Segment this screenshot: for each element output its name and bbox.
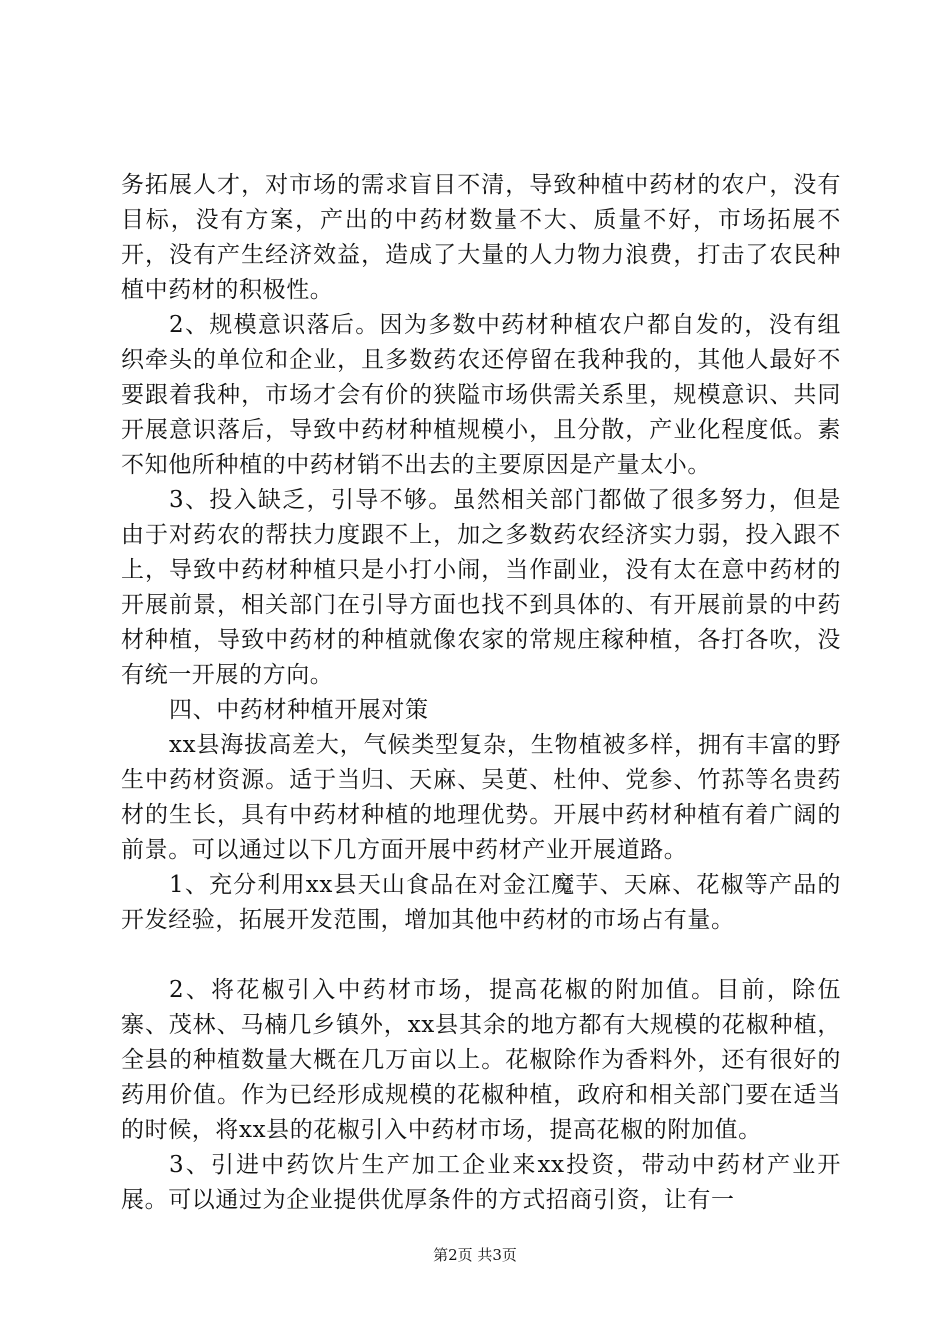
paragraph-scale-awareness: 2、规模意识落后。因为多数中药材种植农户都自发的，没有组织牵头的单位和企业，且多数药农还停留在我种我的，其他人最好不要跟着我种，市场才会有价的狭隘市场供需关系里，规模意识、共同开展意识落后，导致中药材种植规模小，且分散，产业化程度低。素不知他所种植的中药材销不出去的主要原因是产量太小。: [121, 312, 841, 478]
paragraph-point-3: 3、引进中药饮片生产加工企业来xx投资，带动中药材产业开展。可以通过为企业提供优厚条件的方式招商引资，让有一: [121, 1152, 841, 1213]
paragraph-investment-lacking: 3、投入缺乏，引导不够。虽然相关部门都做了很多努力，但是由于对药农的帮扶力度跟不上，加之多数药农经济实力弱，投入跟不上，导致中药材种植只是小打小闹，当作副业，没有太在意中药材的开展前景，相关部门在引导方面也找不到具体的、有开展前景的中药材种植，导致中药材的种植就像农家的常规庄稼种植，各打各吹，没有统一开展的方向。: [121, 487, 841, 688]
paragraph-point-1: 1、充分利用xx县天山食品在对金江魔芋、天麻、花椒等产品的开发经验，拓展开发范围，增加其他中药材的市场占有量。: [121, 872, 841, 933]
paragraph-county-overview: xx县海拔高差大，气候类型复杂，生物植被多样，拥有丰富的野生中药材资源。适于当归、天麻、吴茰、杜仲、党参、竹荪等名贵药材的生长，具有中药材种植的地理优势。开展中药材种植有着广阔的前景。可以通过以下几方面开展中药材产业开展道路。: [121, 732, 841, 863]
paragraph-continuation: 务拓展人才，对市场的需求盲目不清，导致种植中药材的农户，没有目标，没有方案，产出的中药材数量不大、质量不好，市场拓展不开，没有产生经济效益，造成了大量的人力物力浪费，打击了农民种植中药材的积极性。: [121, 172, 841, 303]
paragraph-spacer: [121, 938, 841, 973]
section-heading-countermeasures: 四、中药材种植开展对策: [169, 697, 429, 723]
document-body: [121, 168, 841, 1218]
page-number-footer: 第2页 共3页: [433, 1246, 517, 1264]
paragraph-point-2: 2、将花椒引入中药材市场，提高花椒的附加值。目前，除伍寨、茂林、马楠几乡镇外，xx县其余的地方都有大规模的花椒种植，全县的种植数量大概在几万亩以上。花椒除作为香料外，还有很好的药用价值。作为已经形成规模的花椒种植，政府和相关部门要在适当的时候，将xx县的花椒引入中药材市场，提高花椒的附加值。: [121, 977, 841, 1143]
